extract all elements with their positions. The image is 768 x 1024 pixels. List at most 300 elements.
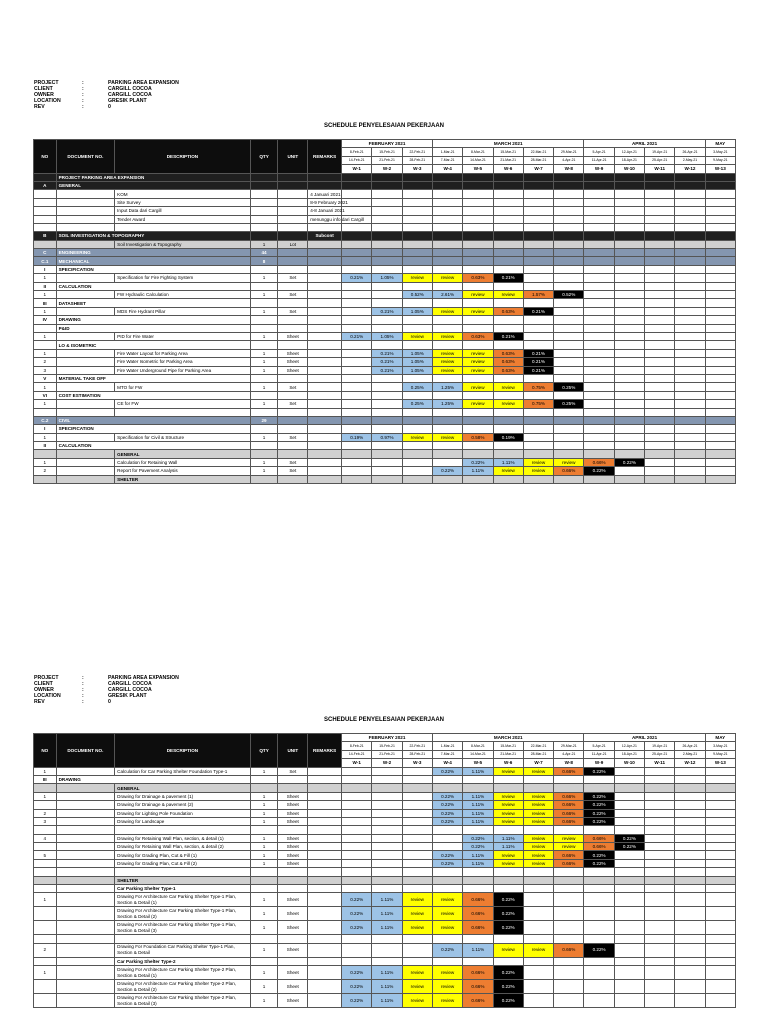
week-cell <box>675 817 705 825</box>
week-cell <box>463 190 493 198</box>
cell-unit <box>278 935 308 943</box>
week-cell <box>463 442 493 450</box>
cell-no: 1 <box>34 792 57 800</box>
cell-no: II <box>34 442 57 450</box>
cell-unit: Sheet <box>278 851 308 859</box>
week-cell <box>705 257 735 265</box>
cell-remarks <box>308 299 342 307</box>
week-cell <box>614 324 644 332</box>
cell-no: 4 <box>34 834 57 842</box>
week-cell <box>645 784 675 792</box>
week-cell <box>584 775 614 783</box>
cell-doc-no <box>56 843 115 851</box>
cell-qty <box>250 341 278 349</box>
progress-cell: 0.66% <box>554 817 584 825</box>
week-cell <box>432 299 462 307</box>
cell-description: Drawing For Architecture Car Parking Shelter Type-1 Plan, Section & Detail (3) <box>115 921 251 935</box>
week-cell <box>493 299 523 307</box>
week-number: W-3 <box>402 165 432 173</box>
week-cell <box>402 859 432 867</box>
cell-no <box>34 801 57 809</box>
cell-no <box>34 240 57 248</box>
week-cell <box>432 843 462 851</box>
week-cell <box>493 207 523 215</box>
week-cell <box>554 307 584 315</box>
cell-remarks <box>308 383 342 391</box>
week-cell <box>554 893 584 907</box>
progress-cell: 0.75% <box>523 383 553 391</box>
cell-remarks <box>308 935 342 943</box>
week-cell <box>372 801 402 809</box>
week-cell <box>645 467 675 475</box>
colon: : <box>82 104 84 110</box>
week-cell <box>675 257 705 265</box>
progress-cell: review <box>432 274 462 282</box>
table-row <box>34 834 736 842</box>
col-unit: UNIT <box>278 140 308 174</box>
cell-qty <box>250 324 278 332</box>
week-cell <box>463 826 493 834</box>
week-cell <box>614 366 644 374</box>
week-cell <box>554 366 584 374</box>
cell-description <box>115 935 251 943</box>
progress-cell: 1.11% <box>463 801 493 809</box>
week-cell <box>372 383 402 391</box>
cell-remarks <box>308 817 342 825</box>
week-cell <box>342 885 372 893</box>
cell-unit <box>278 826 308 834</box>
cell-description: Input Data dari Cargill <box>115 207 251 215</box>
cell-remarks <box>308 274 342 282</box>
week-cell <box>523 240 553 248</box>
section-row <box>34 391 736 399</box>
progress-cell: 0.21% <box>342 274 372 282</box>
week-cell <box>463 425 493 433</box>
week-cell <box>342 173 372 181</box>
week-cell <box>554 190 584 198</box>
cell-unit: Set <box>278 767 308 775</box>
rev-value: 0 <box>108 699 111 705</box>
week-number: W-4 <box>432 165 462 173</box>
week-cell <box>675 282 705 290</box>
week-cell <box>463 775 493 783</box>
week-number: W-1 <box>342 165 372 173</box>
week-cell <box>342 416 372 424</box>
week-cell <box>705 433 735 441</box>
week-cell <box>342 190 372 198</box>
cell-doc-no <box>56 935 115 943</box>
progress-cell: 0.22% <box>493 907 523 921</box>
week-cell <box>645 943 675 957</box>
section-row <box>34 876 736 884</box>
cell-no: 3 <box>34 366 57 374</box>
cell-no: IV <box>34 316 57 324</box>
progress-cell: 0.22% <box>432 801 462 809</box>
week-cell <box>554 957 584 965</box>
week-cell <box>523 907 553 921</box>
week-cell <box>705 316 735 324</box>
cell-section-title: DRAWING <box>56 775 250 783</box>
week-start-date: 29-Mar-21 <box>554 742 584 750</box>
cell-description: KOM <box>115 190 251 198</box>
week-cell <box>584 366 614 374</box>
week-cell <box>705 851 735 859</box>
cell-doc-no <box>56 893 115 907</box>
week-cell <box>523 324 553 332</box>
week-cell <box>584 349 614 357</box>
week-cell <box>463 475 493 483</box>
week-cell <box>493 442 523 450</box>
week-cell <box>614 299 644 307</box>
cell-description: MTO for FW <box>115 383 251 391</box>
week-cell <box>402 173 432 181</box>
week-cell <box>705 207 735 215</box>
progress-cell: review <box>463 291 493 299</box>
progress-cell: 0.66% <box>554 767 584 775</box>
week-cell <box>372 249 402 257</box>
week-cell <box>523 374 553 382</box>
week-cell <box>342 400 372 408</box>
week-cell <box>584 475 614 483</box>
progress-cell: 1.11% <box>463 859 493 867</box>
col-remarks: REMARKS <box>308 140 342 174</box>
week-cell <box>432 240 462 248</box>
week-end-date: 14-Feb-21 <box>342 750 372 758</box>
cell-section-title: DATASHEET <box>56 299 250 307</box>
cell-remarks <box>308 257 342 265</box>
week-cell <box>554 223 584 231</box>
week-cell <box>342 181 372 189</box>
progress-cell: 0.21% <box>372 349 402 357</box>
week-cell <box>645 324 675 332</box>
week-cell <box>614 467 644 475</box>
week-cell <box>372 207 402 215</box>
cell-unit <box>278 450 308 458</box>
cell-description: Specification for Civil & Structure <box>115 433 251 441</box>
cell-doc-no <box>56 921 115 935</box>
week-cell <box>584 223 614 231</box>
progress-cell: 0.66% <box>463 893 493 907</box>
progress-cell: 0.21% <box>372 358 402 366</box>
week-cell <box>554 215 584 223</box>
week-cell <box>614 876 644 884</box>
week-cell <box>675 868 705 876</box>
week-cell <box>342 809 372 817</box>
cell-doc-no <box>56 215 115 223</box>
progress-cell: review <box>432 994 462 1008</box>
cell-unit: Sheet <box>278 349 308 357</box>
progress-cell: review <box>493 467 523 475</box>
cell-no: 1 <box>34 433 57 441</box>
progress-cell: 0.66% <box>554 801 584 809</box>
week-cell <box>554 274 584 282</box>
progress-cell: 0.66% <box>554 467 584 475</box>
week-cell <box>675 207 705 215</box>
cell-no <box>34 876 57 884</box>
blank-row <box>34 408 736 416</box>
week-cell <box>675 957 705 965</box>
week-cell <box>463 316 493 324</box>
week-cell <box>342 291 372 299</box>
week-cell <box>372 282 402 290</box>
week-cell <box>342 868 372 876</box>
cell-qty: 1 <box>250 817 278 825</box>
week-cell <box>705 358 735 366</box>
client-value: CARGILL COCOA <box>108 86 152 92</box>
cell-unit <box>278 198 308 206</box>
week-cell <box>402 943 432 957</box>
cell-remarks <box>308 775 342 783</box>
week-start-date: 22-Mar-21 <box>523 148 553 156</box>
progress-cell: 1.11% <box>463 943 493 957</box>
cell-qty <box>250 190 278 198</box>
col-description: DESCRIPTION <box>115 140 251 174</box>
cell-unit: Sheet <box>278 966 308 980</box>
week-cell <box>554 935 584 943</box>
week-number: W-3 <box>402 759 432 767</box>
week-cell <box>705 921 735 935</box>
progress-cell: review <box>432 366 462 374</box>
progress-cell: 1.05% <box>372 332 402 340</box>
cell-unit: Set <box>278 274 308 282</box>
week-cell <box>432 935 462 943</box>
cell-qty: 29 <box>250 416 278 424</box>
week-cell <box>645 282 675 290</box>
week-cell <box>402 316 432 324</box>
week-cell <box>432 374 462 382</box>
progress-cell: 0.66% <box>554 859 584 867</box>
cell-section-title: CALCULATION <box>56 282 250 290</box>
table-row <box>34 966 736 980</box>
week-cell <box>675 784 705 792</box>
week-cell <box>372 215 402 223</box>
table-row <box>34 433 736 441</box>
week-cell <box>645 249 675 257</box>
week-cell <box>342 817 372 825</box>
week-cell <box>705 307 735 315</box>
cell-no: III <box>34 775 57 783</box>
owner-label: OWNER <box>34 687 54 693</box>
week-cell <box>675 265 705 273</box>
table-row <box>34 851 736 859</box>
week-cell <box>705 173 735 181</box>
week-cell <box>614 408 644 416</box>
cell-description: Drawing for Drainage & pavement (1) <box>115 792 251 800</box>
week-cell <box>432 475 462 483</box>
week-cell <box>493 475 523 483</box>
week-cell <box>554 173 584 181</box>
cell-qty <box>250 885 278 893</box>
progress-cell: 0.22% <box>432 943 462 957</box>
location-value: GRESIK PLANT <box>108 693 147 699</box>
week-cell <box>675 809 705 817</box>
cell-doc-no <box>56 207 115 215</box>
cell-qty <box>250 173 278 181</box>
week-cell <box>675 181 705 189</box>
cell-unit: Sheet <box>278 792 308 800</box>
week-cell <box>463 215 493 223</box>
week-cell <box>402 416 432 424</box>
week-start-date: 3-May-21 <box>705 742 735 750</box>
cell-no <box>34 921 57 935</box>
location-label: LOCATION <box>34 693 61 699</box>
week-start-date: 1-Mar-21 <box>432 742 462 750</box>
progress-cell: 0.21% <box>493 274 523 282</box>
week-cell <box>645 921 675 935</box>
week-cell <box>584 190 614 198</box>
progress-cell: 0.66% <box>554 851 584 859</box>
month-header: FEBRUARY 2021 <box>342 140 433 148</box>
week-cell <box>372 341 402 349</box>
week-cell <box>584 299 614 307</box>
week-number: W-6 <box>493 165 523 173</box>
cell-description: Car Parking Shelter Type-2 <box>115 957 251 965</box>
week-cell <box>614 307 644 315</box>
week-cell <box>523 265 553 273</box>
week-end-date: 18-Apr-21 <box>614 750 644 758</box>
progress-cell: 0.22% <box>584 943 614 957</box>
week-cell <box>614 966 644 980</box>
cell-remarks <box>308 784 342 792</box>
progress-cell: review <box>402 433 432 441</box>
cell-description: Drawing For Architecture Car Parking Shelter Type-2 Plan, Section & Detail (1) <box>115 966 251 980</box>
progress-cell: review <box>402 966 432 980</box>
page-title: SCHEDULE PENYELESAIAN PEKERJAAN <box>323 717 445 723</box>
week-end-date: 25-Apr-21 <box>645 156 675 164</box>
cell-qty: 1 <box>250 400 278 408</box>
week-cell <box>432 190 462 198</box>
cell-unit <box>278 876 308 884</box>
progress-cell: review <box>493 801 523 809</box>
progress-cell: review <box>432 332 462 340</box>
week-cell <box>402 265 432 273</box>
cell-doc-no <box>56 458 115 466</box>
week-cell <box>584 265 614 273</box>
week-cell <box>372 232 402 240</box>
week-cell <box>523 893 553 907</box>
progress-cell: 0.21% <box>342 332 372 340</box>
cell-remarks <box>308 341 342 349</box>
week-cell <box>402 223 432 231</box>
week-cell <box>675 851 705 859</box>
week-cell <box>705 957 735 965</box>
week-number: W-5 <box>463 165 493 173</box>
week-cell <box>645 366 675 374</box>
progress-cell: 1.11% <box>463 767 493 775</box>
cell-remarks <box>308 366 342 374</box>
progress-cell: review <box>432 907 462 921</box>
progress-cell: 0.63% <box>463 332 493 340</box>
week-cell <box>432 885 462 893</box>
progress-cell: review <box>523 767 553 775</box>
week-cell <box>372 257 402 265</box>
table-row <box>34 893 736 907</box>
cell-remarks <box>308 291 342 299</box>
progress-cell: review <box>402 921 432 935</box>
cell-description: Calculation for Car Parking Shelter Foundation Type-1 <box>115 767 251 775</box>
cell-remarks: 4-8 Januari 2021 <box>308 207 342 215</box>
section-row <box>34 299 736 307</box>
week-cell <box>463 876 493 884</box>
week-cell <box>523 257 553 265</box>
week-cell <box>705 775 735 783</box>
week-cell <box>584 332 614 340</box>
project-value: PARKING AREA EXPANSION <box>108 675 179 681</box>
week-end-date: 21-Feb-21 <box>372 750 402 758</box>
week-cell <box>342 240 372 248</box>
progress-cell: 0.63% <box>493 307 523 315</box>
week-cell <box>342 851 372 859</box>
week-start-date: 29-Mar-21 <box>554 148 584 156</box>
week-cell <box>645 817 675 825</box>
header-row <box>34 734 736 742</box>
week-cell <box>463 232 493 240</box>
week-cell <box>432 784 462 792</box>
week-cell <box>705 868 735 876</box>
week-cell <box>675 943 705 957</box>
week-end-date: 21-Mar-21 <box>493 156 523 164</box>
cell-no: V <box>34 374 57 382</box>
week-cell <box>675 792 705 800</box>
week-cell <box>584 876 614 884</box>
week-cell <box>432 408 462 416</box>
cell-unit: Sheet <box>278 893 308 907</box>
week-cell <box>372 767 402 775</box>
week-number: W-12 <box>675 165 705 173</box>
week-cell <box>463 784 493 792</box>
location-label: LOCATION <box>34 98 61 104</box>
week-cell <box>402 784 432 792</box>
cell-qty <box>250 408 278 416</box>
cell-section-title: PROJECT PARKING AREA EXPANSION <box>56 173 250 181</box>
week-end-date: 2-May-21 <box>675 750 705 758</box>
week-cell <box>402 341 432 349</box>
cell-remarks <box>308 957 342 965</box>
cell-unit <box>278 249 308 257</box>
week-cell <box>523 391 553 399</box>
week-cell <box>675 190 705 198</box>
cell-qty: 1 <box>250 994 278 1008</box>
cell-no <box>34 173 57 181</box>
cell-remarks <box>308 767 342 775</box>
week-cell <box>372 240 402 248</box>
progress-cell: 1.11% <box>463 851 493 859</box>
week-cell <box>493 935 523 943</box>
progress-cell: review <box>432 433 462 441</box>
cell-no: III <box>34 299 57 307</box>
week-cell <box>645 458 675 466</box>
progress-cell: review <box>432 349 462 357</box>
week-end-date: 11-Apr-21 <box>584 750 614 758</box>
week-cell <box>645 416 675 424</box>
week-cell <box>554 299 584 307</box>
week-cell <box>554 433 584 441</box>
week-cell <box>372 957 402 965</box>
week-cell <box>372 450 402 458</box>
page-title: SCHEDULE PENYELESAIAN PEKERJAAN <box>323 123 445 129</box>
week-cell <box>645 957 675 965</box>
cell-no <box>34 868 57 876</box>
cell-doc-no <box>56 966 115 980</box>
cell-description: Soil Investigation & Topography <box>115 240 251 248</box>
progress-cell: review <box>554 458 584 466</box>
week-cell <box>342 307 372 315</box>
week-cell <box>705 767 735 775</box>
progress-cell: review <box>402 980 432 994</box>
week-cell <box>342 826 372 834</box>
week-cell <box>705 943 735 957</box>
week-cell <box>463 207 493 215</box>
